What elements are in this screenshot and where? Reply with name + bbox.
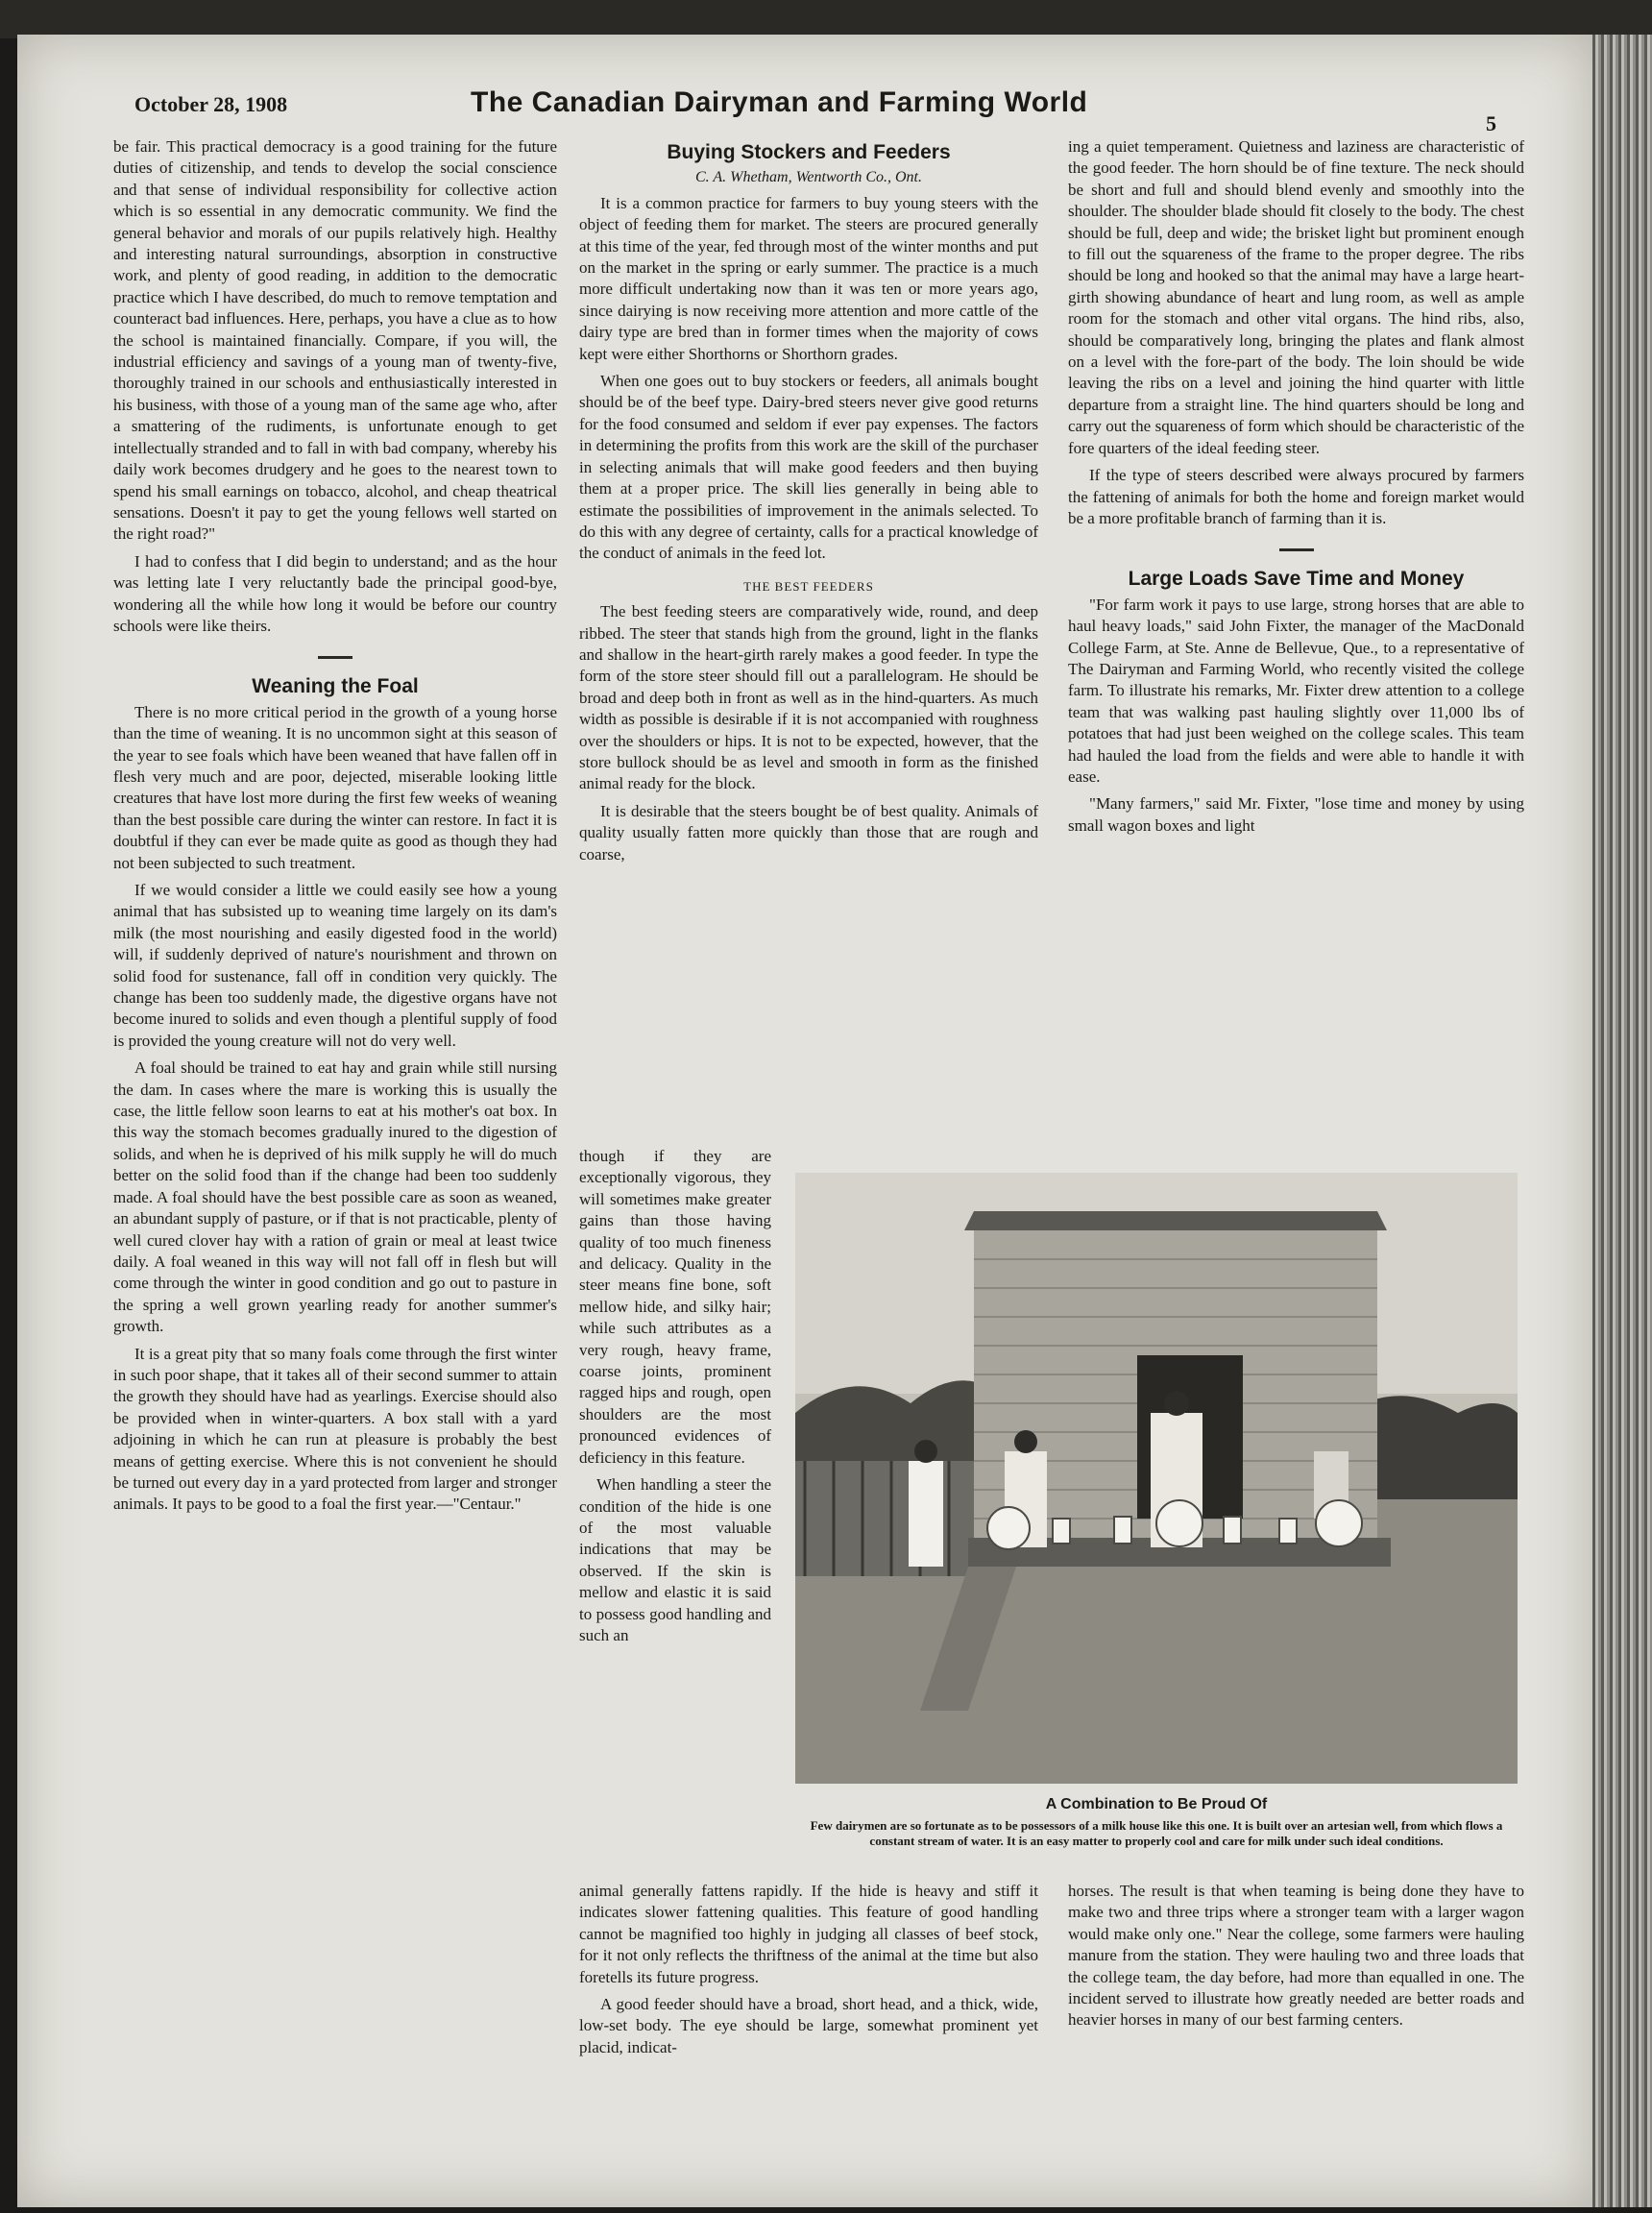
loads-paragraph: "For farm work it pays to use large, strong horses that are able to haul heavy loads," said John Fixter, the manager of the MacDonald College Farm, at Ste. Anne de Bellevue, Que., to a representative of The Dairyman and Farming World, who recently visited the college farm. To illustrate his remarks, Mr. Fixter drew attention to a college team that was walking past hauling slightly over 11,000 lbs of potatoes that had just been weighed on the college scales. This team had hauled the load from the fields and were able to handle it with ease. — [1068, 595, 1524, 786]
large-loads-heading: Large Loads Save Time and Money — [1128, 568, 1465, 591]
column-middle-narrow — [579, 1146, 771, 1652]
photo-caption-title: A Combination to Be Proud Of — [1045, 1796, 1268, 1812]
stockers-paragraph: When one goes out to buy stockers or feeders, all animals bought should be of the beef type. Dairy-bred steers never give good returns for the food consumed and seldom if ever pay expenses. The factors in determining the profits from this work are the skill of the purchaser in selecting animals that will make good feeders and then buying them at a proper price. The skill lies generally in being able to estimate the possibilities of improvement in the animals selected. To do this with any degree of certainty, calls for a practical knowledge of the conduct of animals in the feed lot. — [579, 372, 1038, 563]
scan-border — [0, 0, 1652, 38]
section-divider — [318, 656, 352, 659]
foal-paragraph: A foal should be trained to eat hay and grain while still nursing the dam. In cases where the mare is working this is usually the case, the little fellow soon learns to eat at his mother's oat box. In this way the stomach becomes gradually inured to the digestion of solids, and when he is deprived of his milk supply he will do much better on the solid food than if the change had been too suddenly made. A foal should have the best possible care as soon as weaned, an abundant supply of pasture, or if that is not practicable, plenty of well cured clover hay with a ration of grain or meal at least twice daily. A foal weaned in this way will not fall off in flesh but will come through the winter in good condition and go out to pasture in the spring a well grown yearling ready for another summer's growth. — [113, 1058, 557, 1336]
foal-paragraph: It is a great pity that so many foals come through the first winter in such poor shape, that it takes all of their second summer to attain the growth they should have had as yearlings. Exercise should also be provided when in winter-quarters. A box stall with a yard adjoining in which he can run at pleasure is probably the best means of getting exercise. Where this is not convenient he should be turned out every day in a yard protected from larger and stronger animals. It pays to be good to a foal the first year.—"Centaur." — [113, 1344, 557, 1514]
stockers-paragraph: though if they are exceptionally vigorous, they will sometimes make greater gains than those having quality of too much fineness and delicacy. Quality in the steer means fine bone, soft mellow hide, and silky hair; while such attributes as a very rough, heavy frame, coarse joints, prominent ragged hips and rough, open shoulders are the most pronounced evidences of deficiency in this feature. — [579, 1147, 771, 1467]
milk-house-illustration — [795, 1173, 1518, 1784]
masthead — [115, 86, 1508, 138]
column-left — [113, 136, 557, 1521]
stockers-paragraph: animal generally fattens rapidly. If the hide is heavy and stiff it indicates slower fattening qualities. This feature of good handling cannot be magnified too highly in judging all classes of beef stock, for it not only reflects the thriftness of the animal at the time but also foretells its future progress. — [579, 1882, 1038, 1986]
best-feeders-subheading: THE BEST FEEDERS — [743, 578, 874, 594]
foal-paragraph: If we would consider a little we could easily see how a young animal that has subsisted up to weaning time largely on its dam's milk (the most nourishing and easily digested food in the world) will, if suddenly deprived of nature's nourishment and thrown on solid food for sustenance, fall off in condition very quickly. The change has been too suddenly made, the digestive organs have not become inured to solids and even though a plentiful supply of food is provided the young creature will not do very well. — [113, 881, 557, 1050]
column-right — [1068, 136, 1524, 842]
stockers-paragraph: When handling a steer the condition of the hide is one of the most valuable indications that may be observed. If the skin is mellow and elastic it is said to possess good handling and such an — [579, 1475, 771, 1644]
column-right-bottom — [1068, 1881, 1524, 2031]
loads-paragraph: "Many farmers," said Mr. Fixter, "lose time and money by using small wagon boxes and light — [1068, 794, 1524, 835]
stockers-heading: Buying Stockers and Feeders — [667, 141, 951, 163]
stockers-paragraph: The best feeding steers are comparatively wide, round, and deep ribbed. The steer that stands high from the ground, light in the flanks and shallow in the heart-girth rarely makes a good feeder. In type the form of the store steer should fill out a parallelogram. He should be broad and deep both in front as well as in the hind-quarters. As much width as possible is desirable if it is not accompanied with roughness over the shoulders or hips. It is not to be expected, however, that the store bullock should be as level and smooth in form as the finished animal ready for the block. — [579, 602, 1038, 793]
article-continuation-paragraph: be fair. This practical democracy is a good training for the future duties of citizenship, and tends to develop the social conscience and that sense of individual responsibility for collective action which is so essential in any democratic community. We find the general behavior and morals of our pupils relatively high. Healthy and interesting natural surroundings, absorption in constructive work, and plenty of good reading, in addition to the democratic practice which I have described, do much to remove temptation and counteract bad influences. Here, perhaps, you have a clue as to how the school is maintained financially. Compare, if you will, the industrial efficiency and savings of a young man of twenty-five, thoroughly trained in our schools and enthusiastically interested in his business, with those of a young man of the same age who, after a smattering of the rudiments, is unfortunate enough to get intellectually stranded and to fall in with bad company, whereby his daily work becomes drudgery and he goes to the nearest town to spend his small earnings on tobacco, alcohol, and cheap theatrical sensations. Doesn't it pay to get the young fellows well started on the right road?" — [113, 137, 557, 544]
issue-date: October 28, 1908 — [134, 92, 288, 116]
stockers-paragraph: A good feeder should have a broad, short head, and a thick, wide, low-set body. The eye should be large, somewhat prominent yet placid, indicat- — [579, 1995, 1038, 2056]
stockers-continuation-paragraph: ing a quiet temperament. Quietness and laziness are characteristic of the good feeder. The horn should be of fine texture. The neck should be short and full and should blend evenly and smoothly into the shoulder. The shoulder blade should fit closely to the body. The chest should be full, deep and wide; the brisket light but prominent enough to fill out the squareness of the frame to the proper degree. The ribs should be long and hooked so that the animal may have a large heart-girth showing abundance of heart and lung room, as well as ample room for the stomach and other vital organs. The hind ribs, also, should be comparatively long, bringing the plates and flank almost on a level with the fore-part of the body. The loin should be wide leaving the ribs on a level and joining the hind quarter with little departure from a straight line. The hind quarters should be long and carry out the squareness of form which should be characteristic of the fore quarters of the ideal feeding steer. — [1068, 137, 1524, 457]
publication-title: The Canadian Dairyman and Farming World — [471, 86, 1088, 118]
stockers-continuation-paragraph: If the type of steers described were always procured by farmers the fattening of animals for both the home and foreign market would be a more profitable branch of farming than it is. — [1068, 466, 1524, 527]
column-middle — [579, 136, 1038, 871]
loads-paragraph: horses. The result is that when teaming is being done they have to make two and three trips where a stronger team with a larger wagon would make only one." Near the college, some farmers were hauling manure from the station. They were hauling two and three loads that the college team, the day before, had more than equalled in one. The incident served to illustrate how greatly needed are better roads and heavier horses in many of our best farming centers. — [1068, 1882, 1524, 2030]
stockers-paragraph: It is a common practice for farmers to buy young steers with the object of feeding them for market. The steers are procured generally at this time of the year, fed through most of the winter months and put on the market in the spring or early summer. The practice is a much more difficult undertaking now than it was ten or more years ago, since dairying is now receiving more attention and more cattle of the dairy type are bred than in former times when the majority of cows kept were either Shorthorns or Shorthorn grades. — [579, 193, 1038, 363]
article-continuation-paragraph: I had to confess that I did begin to understand; and as the hour was letting late I very reluctantly bade the principal good-bye, wondering all the while how long it would be before our country schools were like theirs. — [113, 551, 557, 635]
milk-house-photo — [795, 1173, 1518, 1784]
weaning-foal-heading: Weaning the Foal — [252, 675, 419, 698]
page-number: 5 — [1486, 111, 1496, 135]
column-middle-bottom — [579, 1881, 1038, 2064]
stockers-byline: C. A. Whetham, Wentworth Co., Ont. — [694, 169, 922, 186]
foal-paragraph: There is no more critical period in the growth of a young horse than the time of weaning. It is no uncommon sight at this season of the year to see foals which have been weaned that have fallen off in flesh very much and are poor, dejected, miserable looking little creatures that have lost more during the first few weeks of weaning than the best possible care during the winter can restore. In fact it is doubtful if they can ever be made quite as good as though they had not been subjected to such treatment. — [113, 702, 557, 872]
section-divider — [1279, 548, 1314, 551]
photo-caption-text: Few dairymen are so fortunate as to be possessors of a milk house like this one. It is built over an artesian well, from which flows a constant stream of water. It is an easy matter to properly cool and care for milk under such ideal conditions. — [810, 1818, 1503, 1848]
stockers-paragraph: It is desirable that the steers bought be of best quality. Animals of quality usually fatten more quickly than those that are rough and coarse, — [579, 801, 1038, 863]
page-edges — [1592, 35, 1652, 2207]
